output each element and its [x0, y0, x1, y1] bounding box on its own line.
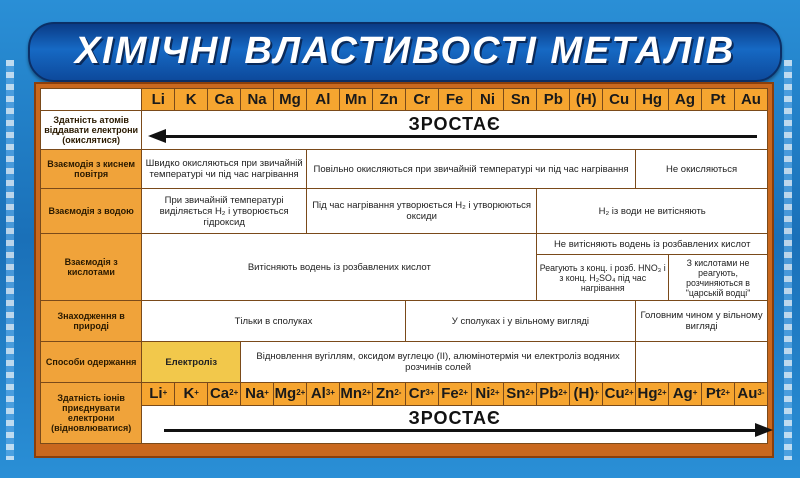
ion-cell: $Pt^{2+}$: [701, 383, 734, 406]
metal-cell: (H): [570, 89, 603, 111]
oxygen-row: [41, 150, 768, 189]
properties-table-panel: [34, 82, 774, 458]
obtain-label: Способи одержання: [41, 342, 142, 383]
ion-cell: $Fe^{2+}$: [438, 383, 471, 406]
acid-label: Взаємодія з кислотами: [41, 234, 142, 301]
metal-cell: Na: [241, 89, 274, 111]
water-row: [41, 189, 768, 234]
metals-header-row: [41, 89, 768, 111]
properties-table: [40, 88, 768, 444]
right-arrow-icon: [164, 426, 757, 434]
metal-cell: Pb: [537, 89, 570, 111]
oxidation-trend: [142, 111, 768, 150]
page-title: ХІМІЧНІ ВЛАСТИВОСТІ МЕТАЛІВ: [74, 30, 736, 72]
ion-cell: $Au^{3-}$: [734, 383, 767, 406]
metal-cell: Cr: [405, 89, 438, 111]
ion-cell: $Cr^{3+}$: [405, 383, 438, 406]
water-label: Взаємодія з водою: [41, 189, 142, 234]
metal-cell: Zn: [372, 89, 405, 111]
acid-d-cell: З кислотами не реагують, розчиняються в "царській водці": [669, 255, 768, 301]
ions-trend: [142, 405, 768, 443]
acid-b-cell: Не витісняють водень із розбавлених кислот: [537, 234, 768, 255]
ion-cell: $Pb^{2+}$: [537, 383, 570, 406]
nature-c-cell: Головним чином у вільному вигляді: [636, 301, 768, 342]
metal-cell: Al: [306, 89, 339, 111]
metal-cell: Sn: [504, 89, 537, 111]
ion-cell: Ag+: [669, 383, 702, 406]
obtain-a-cell: Електроліз: [142, 342, 241, 383]
oxygen-slow-cell: Повільно окисляються при звичайній температурі чи під час нагрівання: [306, 150, 635, 189]
metal-cell: Hg: [636, 89, 669, 111]
metal-cell: Ca: [208, 89, 241, 111]
ion-cell: Na+: [241, 383, 274, 406]
nature-label: Знаходження в природі: [41, 301, 142, 342]
corner-cell: [41, 89, 142, 111]
metal-cell: Mg: [274, 89, 307, 111]
title-banner: [28, 22, 782, 82]
ion-cell: $Cu^{2+}$: [603, 383, 636, 406]
water-b-cell: Під час нагрівання утворюється H₂ і утворюються оксиди: [306, 189, 536, 234]
nature-b-cell: У сполуках і у вільному вигляді: [405, 301, 635, 342]
increases-text: ЗРОСТАЄ: [408, 113, 501, 134]
ions-label: Здатність іонів приєднувати електрони (відновлюватися): [41, 383, 142, 444]
ion-cell: $Sn^{2+}$: [504, 383, 537, 406]
oxidation-label: Здатність атомів віддавати електрони (окислятися): [41, 111, 142, 150]
metal-cell: Cu: [603, 89, 636, 111]
obtain-empty-cell: [636, 342, 768, 383]
metal-cell: Au: [734, 89, 767, 111]
nature-row: [41, 301, 768, 342]
metal-cell: Pt: [701, 89, 734, 111]
oxidation-row: [41, 111, 768, 150]
obtain-row: [41, 342, 768, 383]
water-a-cell: При звичайній температурі виділяється H₂ і утворюється гідроксид: [142, 189, 307, 234]
obtain-b-cell: Відновлення вугіллям, оксидом вуглецю (II), алюмінотермія чи електроліз водяних розчинів солей: [241, 342, 636, 383]
acid-a-cell: Витісняють водень із розбавлених кислот: [142, 234, 537, 301]
increases-text-bottom: ЗРОСТАЄ: [408, 407, 501, 428]
metal-cell: Ag: [669, 89, 702, 111]
metal-cell: K: [175, 89, 208, 111]
ion-cell: $Ca^{2+}$: [208, 383, 241, 406]
right-decor-stripe: [784, 60, 792, 460]
acid-c-cell: Реагують з конц. і розб. HNO₃ і з конц. H₂SO₄ під час нагрівання: [537, 255, 669, 301]
ions-trend-row: [41, 405, 768, 443]
metal-cell: Ni: [471, 89, 504, 111]
nature-a-cell: Тільки в сполуках: [142, 301, 405, 342]
left-arrow-icon: [164, 132, 757, 140]
left-decor-stripe: [6, 60, 14, 460]
ion-cell: $Mg^{2+}$: [274, 383, 307, 406]
metal-cell: Fe: [438, 89, 471, 111]
ion-cell: $Hg^{2+}$: [636, 383, 669, 406]
oxygen-fast-cell: Швидко окисляються при звичайній температурі чи під час нагрівання: [142, 150, 307, 189]
acid-row-top: [41, 234, 768, 255]
oxygen-none-cell: Не окисляються: [636, 150, 768, 189]
oxygen-label: Взаємодія з киснем повітря: [41, 150, 142, 189]
ion-cell: $Al^{3+}$: [306, 383, 339, 406]
ion-cell: K+: [175, 383, 208, 406]
metal-cell: Li: [142, 89, 175, 111]
ion-cell: $Zn^{2-}$: [372, 383, 405, 406]
ion-cell: Li+: [142, 383, 175, 406]
metal-cell: Mn: [339, 89, 372, 111]
ion-cell: $Mn^{2+}$: [339, 383, 372, 406]
ion-cell: (H)+: [570, 383, 603, 406]
ions-header-row: [41, 383, 768, 406]
water-c-cell: H₂ із води не витісняють: [537, 189, 768, 234]
ion-cell: $Ni^{2+}$: [471, 383, 504, 406]
